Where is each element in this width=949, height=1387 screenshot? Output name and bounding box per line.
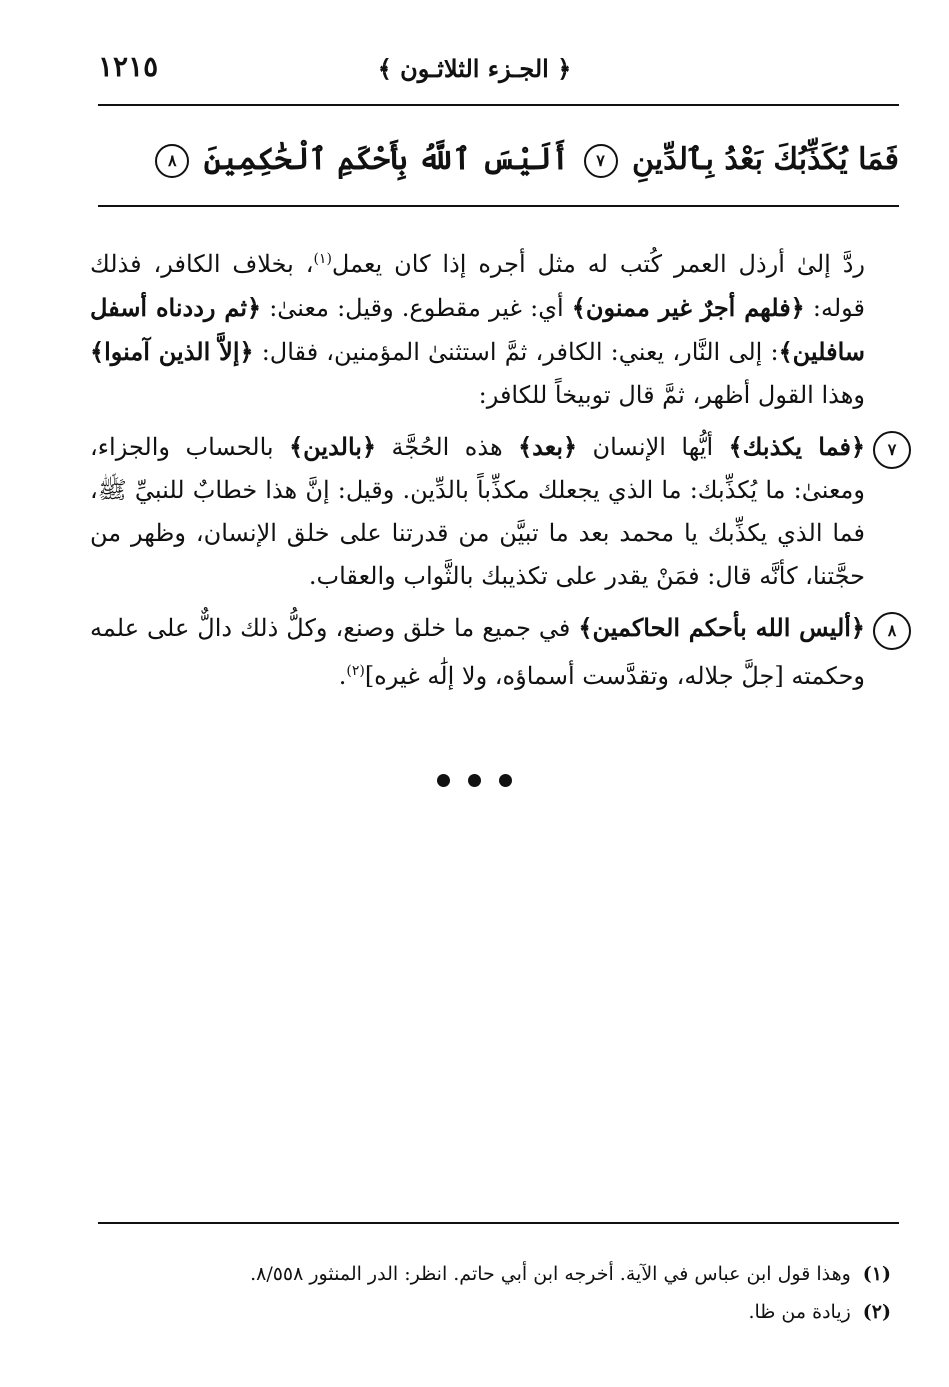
text-run: في جميع ما خلق وصنع، وكلُّ ذلك دالٌّ على علمه وحكمته [جلَّ جلاله، وتقدَّست أسماؤه، ولا إلَٰه غيره] [90,614,865,690]
footnote-item [98,1293,891,1331]
page-header [98,50,851,90]
text-run: : إلى النَّار، يعني: الكافر، ثمَّ استثنىٰ المؤمنين، فقال: [253,338,779,366]
quran-quote: ﴿ثم رددناه أسفل سافلين﴾ [90,293,865,366]
commentary-body [90,238,897,706]
ayah-number-icon: ٨ [873,612,911,650]
footnote-rule [98,1222,899,1224]
ayah-number-icon: ٧ [873,431,911,469]
running-title: ﴿ الجـزء الثلاثـون ﴾ [377,54,572,83]
text-run: وهذا القول أظهر، ثمَّ قال توبيخاً للكافر: [478,381,865,409]
section-end-ornament [0,772,949,791]
footnote-text: زيادة من ظا. [748,1301,851,1323]
quran-quote: ﴿بعد﴾ [518,432,578,461]
text-run: أيُّها الإنسان [577,433,729,461]
footnote-ref[interactable]: (٢) [346,663,365,679]
text-run: ردَّ إلىٰ أرذل العمر كُتب له مثل أجره إذا كان يعمل [331,250,865,278]
verse-band [98,135,899,185]
dot-icon [437,774,450,787]
footnote-ref[interactable]: (١) [313,251,332,267]
quran-quote: ﴿فلهم أجرٌ غير ممنون﴾ [571,293,805,322]
footnote-number: (١) [862,1263,891,1285]
quran-quote: ﴿إلاَّ الذين آمنوا﴾ [90,337,254,366]
footnote-item [98,1255,891,1293]
text-run: بالحساب والجزاء، ومعنىٰ: ما يُكذِّبك: ما الذي يجعلك مكذِّباً بالدِّين. وقيل: إنَّ هذا خطابٌ للنبيِّ ﷺ، فما الذي يكذِّبك يا محمد بعد ما تبيَّن من قدرتنا على خلق الإنسان، وظهر من حجَّتنا، كأنَّه قال: فمَنْ يقدر على تكذيبك بالثَّواب والعقاب. [90,433,865,590]
ayah-number-icon: ٧ [584,144,618,178]
footnote-number: (٢) [862,1301,891,1323]
text-run: هذه الحُجَّة [376,433,519,461]
text-run: ، بخلاف الكافر، فذلك قوله: [90,250,866,322]
quran-quote: ﴿بالدين﴾ [289,432,377,461]
text-run: . [338,662,347,690]
text-run: أي: غير مقطوع. وقيل: معنىٰ: [261,294,572,322]
footnote-text: وهذا قول ابن عباس في الآية. أخرجه ابن أبي حاتم. انظر: الدر المنثور ٨/٥٥٨. [250,1263,851,1285]
dot-icon [499,774,512,787]
ayah-number-icon: ٨ [155,144,189,178]
paragraph-1 [90,238,865,417]
quran-quote: ﴿فما يكذبك﴾ [728,432,866,461]
verse-rule [98,205,899,207]
verse-8-text: أَلَيْسَ ٱللَّهُ بِأَحْكَمِ ٱلْحَٰكِمِينَ [203,142,570,177]
header-rule [98,104,899,106]
quran-quote: ﴿أليس الله بأحكم الحاكمين﴾ [578,613,865,642]
paragraph-verse-8 [90,606,911,698]
verse-7-text: فَمَا يُكَذِّبُكَ بَعْدُ بِٱلدِّينِ [631,142,899,177]
dot-icon [468,774,481,787]
paragraph-verse-7 [90,425,911,598]
footnotes [98,1255,891,1331]
page-number: ١٢١٥ [98,50,159,83]
